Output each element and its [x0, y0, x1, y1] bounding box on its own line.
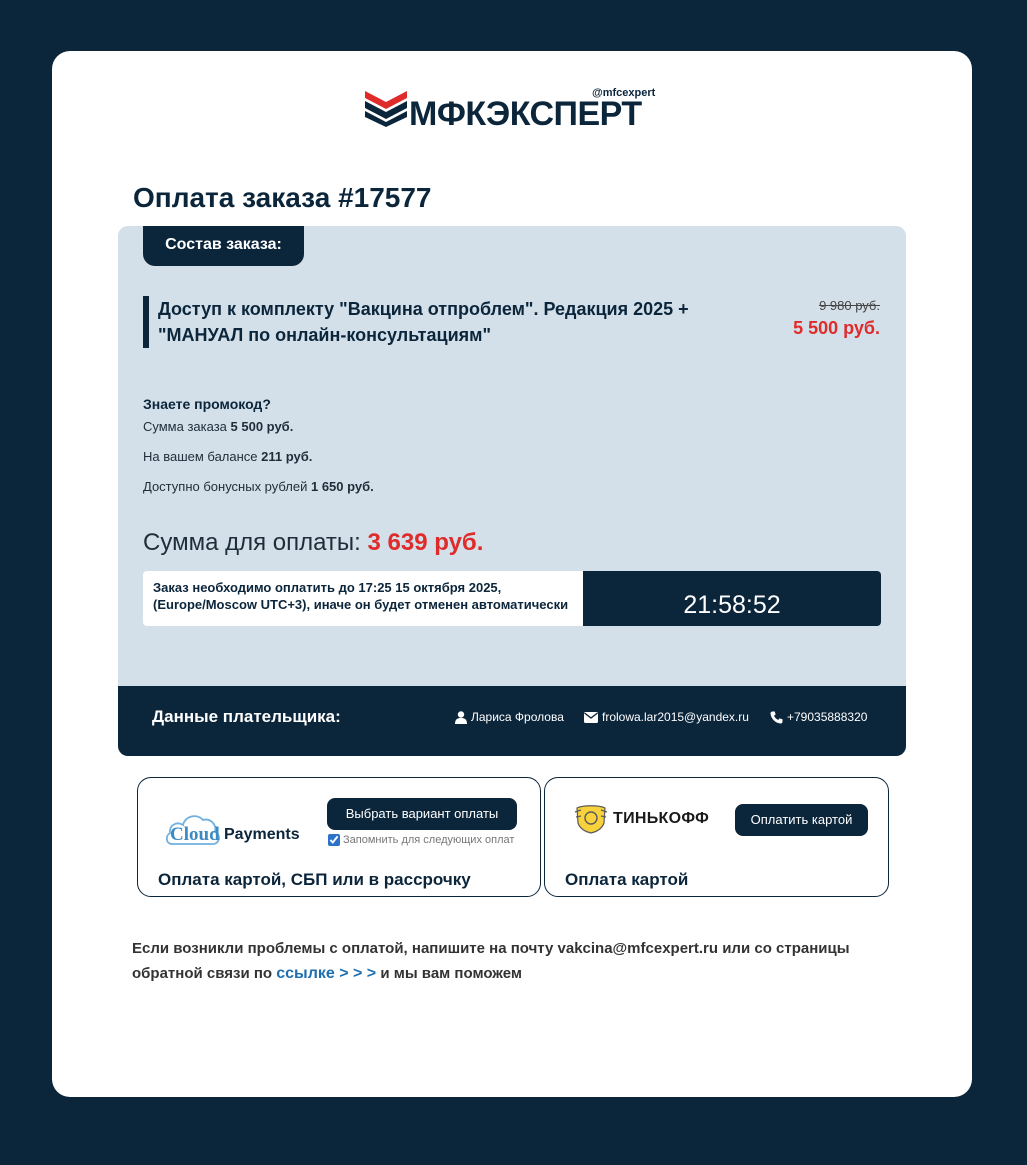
order-sum-line: Сумма заказа 5 500 руб.: [143, 419, 294, 434]
help-text: Если возникли проблемы с оплатой, напишите на почту vakcina@mfcexpert.ru или со страницы обратной связи по ссылке > > > и мы вам поможем: [132, 940, 850, 982]
provider-tinkoff-text: ТИНЬКОФФ: [613, 810, 710, 827]
tinkoff-logo: [573, 804, 709, 834]
balance-line: На вашем балансе 211 руб.: [143, 449, 313, 464]
feedback-link[interactable]: ссылке > > >: [276, 965, 377, 982]
payer-info-bar: [118, 686, 906, 756]
countdown-timer: 21:58:52: [583, 571, 881, 626]
order-composition-label: Состав заказа:: [143, 226, 304, 266]
page-title: Оплата заказа #17577: [133, 182, 432, 213]
cloudpayments-logo: [164, 808, 304, 852]
order-panel: [118, 226, 906, 756]
payment-deadline: [143, 571, 881, 626]
total-amount: 3 639 руб.: [367, 529, 484, 556]
deadline-text: Заказ необходимо оплатить до 17:25 15 октября 2025, (Europe/Moscow UTC+3), иначе он будет отменен автоматически: [143, 571, 583, 626]
payment-option-cloudpayments[interactable]: [137, 777, 541, 897]
promo-code-link[interactable]: Знаете промокод?: [143, 396, 271, 412]
logo: [365, 86, 665, 138]
payer-title: Данные плательщика:: [152, 707, 341, 726]
logo-chevron-icon: [365, 91, 407, 127]
payment-card: [52, 51, 972, 1097]
payment-option-tinkoff[interactable]: [544, 777, 889, 897]
payer-email: frolowa.lar2015@yandex.ru: [584, 710, 749, 724]
new-price: 5 500 руб.: [793, 318, 880, 338]
payer-name: Лариса Фролова: [455, 710, 564, 724]
user-icon: [455, 711, 467, 724]
logo-brand-text: МФКЭКСПЕРТ: [409, 95, 642, 133]
order-item-name: Доступ к комплекту "Вакцина отпроблем". Редакция 2025 + "МАНУАЛ по онлайн-консультациям": [158, 299, 689, 345]
choose-payment-button[interactable]: Выбрать вариант оплаты: [327, 798, 517, 830]
old-price: 9 980 руб.: [819, 298, 880, 313]
total-to-pay: Сумма для оплаты: 3 639 руб.: [143, 529, 484, 556]
mail-icon: [584, 712, 598, 723]
tinkoff-shield-icon: [573, 804, 609, 834]
payer-phone: +79035888320: [770, 710, 867, 724]
bonus-line: Доступно бонусных рублей 1 650 руб.: [143, 479, 374, 494]
remember-checkbox[interactable]: [328, 834, 340, 846]
logo-handle: @mfcexpert: [592, 87, 656, 99]
order-item: [143, 296, 763, 348]
phone-icon: [770, 711, 783, 724]
provider-cloud-text: Cloud: [170, 824, 220, 845]
provider-payments-text: Payments: [224, 826, 300, 843]
payment-option-caption: Оплата картой: [565, 870, 689, 889]
remember-payment-checkbox[interactable]: Запомнить для следующих оплат: [328, 834, 514, 846]
payment-option-caption: Оплата картой, СБП или в рассрочку: [158, 870, 471, 889]
pay-by-card-button[interactable]: Оплатить картой: [735, 804, 868, 836]
